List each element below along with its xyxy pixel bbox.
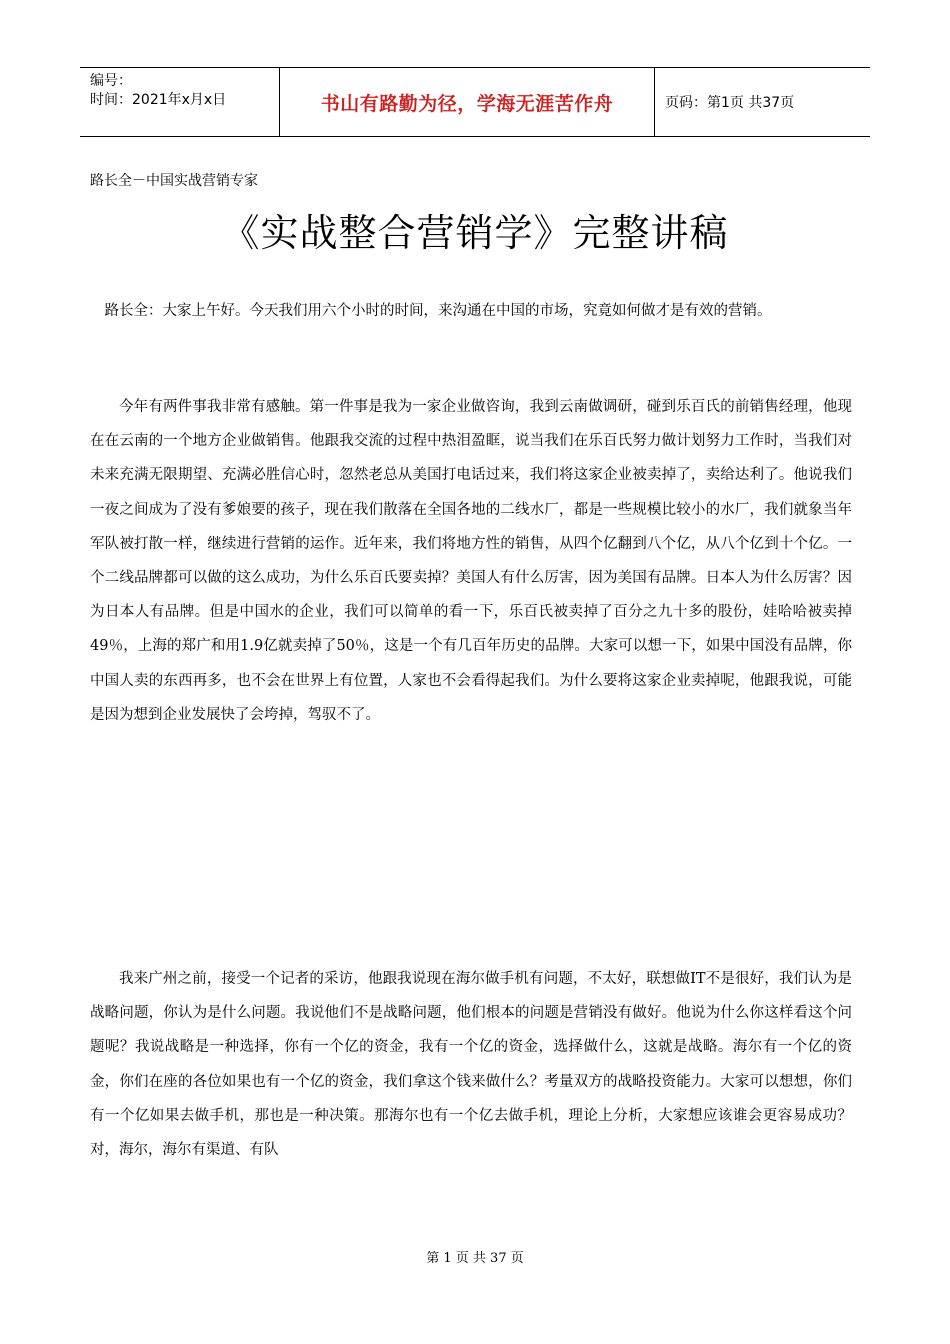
paragraph-3: 我来广州之前，接受一个记者的采访，他跟我说现在海尔做手机有问题，不太好，联想做IT不是很好，我们认为是战略问题，你认为是什么问题。我说他们不是战略问题，他们根本的问题是营销没有做好。他说为什么你这样看这个问题呢？我说战略是一种选择，你有一个亿的资金，我有一个亿的资金，选择做什么，这就是战略。海尔有一个亿的资金，你们在座的各位如果也有一个亿的资金，我们拿这个钱来做什么？考量双方的战略投资能力。大家可以想想，你们有一个亿如果去做手机，那也是一种决策。那海尔也有一个亿去做手机，理论上分析，大家想应该谁会更容易成功？对，海尔，海尔有渠道、有队 <box>90 971 852 1159</box>
header-meta <box>80 68 280 136</box>
document-title: 《实战整合营销学》完整讲稿 <box>221 211 729 255</box>
document-date: 时间：2021年x月x日 <box>90 92 227 108</box>
paragraph-1: 路长全：大家上午好。今天我们用六个小时的时间，来沟通在中国的市场，究竟如何做才是有效的营销。 <box>104 303 772 319</box>
header-page-info: 页码：第1页 共37页 <box>665 95 795 111</box>
header-motto-cell <box>280 68 655 136</box>
header-table <box>80 67 870 137</box>
author-byline: 路长全－中国实战营销专家 <box>90 173 258 189</box>
header-motto: 书山有路勤为径，学海无涯苦作舟 <box>320 92 614 115</box>
page-footer: 第 1 页 共 37 页 <box>426 1251 524 1266</box>
paragraph-2: 今年有两件事我非常有感触。第一件事是我为一家企业做咨询，我到云南做调研，碰到乐百氏的前销售经理，他现在在云南的一个地方企业做销售。他跟我交流的过程中热泪盈眶，说当我们在乐百氏努力做计划努力工作时，当我们对未来充满无限期望、充满必胜信心时，忽然老总从美国打电话过来，我们将这家企业被卖掉了，卖给达利了。他说我们一夜之间成为了没有爹娘要的孩子，现在我们散落在全国各地的二线水厂，都是一些规模比较小的水厂，我们就象当年军队被打散一样，继续进行营销的运作。近年来，我们将地方性的销售，从四个亿翻到八个亿，从八个亿到十个亿。一个二线品牌都可以做的这么成功，为什么乐百氏要卖掉？美国人有什么厉害，因为美国有品牌。日本人为什么厉害？因为日本人有品牌。但是中国水的企业，我们可以简单的看一下，乐百氏被卖掉了百分之九十多的股份，娃哈哈被卖掉49％，上海的郑广和用1.9亿就卖掉了50％，这是一个有几百年历史的品牌。大家可以想一下，如果中国没有品牌，你中国人卖的东西再多，也不会在世界上有位置，人家也不会看得起我们。为什么要将这家企业卖掉呢，他跟我说，可能是因为想到企业发展快了会垮掉，驾驭不了。 <box>90 399 852 723</box>
document-number-label: 编号： <box>90 73 132 89</box>
